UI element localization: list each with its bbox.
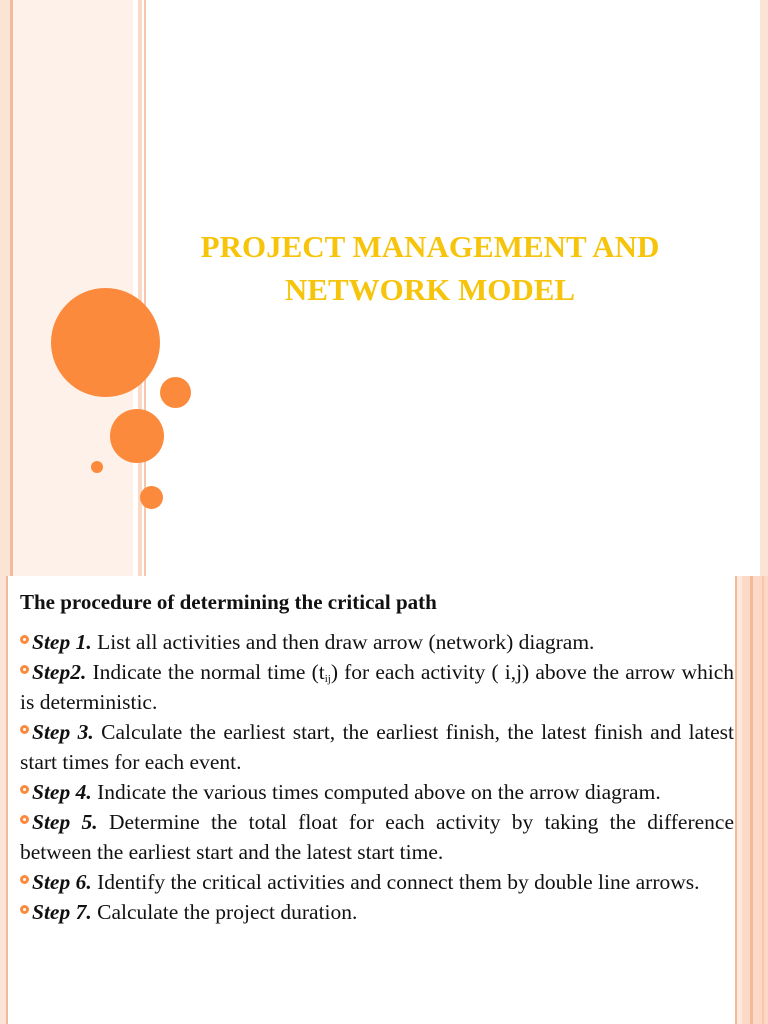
step-item <box>20 717 734 777</box>
title-line-1: PROJECT MANAGEMENT AND <box>200 229 660 264</box>
step-item <box>20 657 734 717</box>
bullet-icon <box>20 815 29 824</box>
step-item <box>20 777 734 807</box>
step-item <box>20 867 734 897</box>
step-label: Step 6. <box>32 870 92 894</box>
step-label: Step 5. <box>32 810 98 834</box>
step-text: Identify the critical activities and connect them by double line arrows. <box>91 870 700 894</box>
step-text: Calculate the earliest start, the earliest finish, the latest finish and latest start times for each event. <box>20 720 734 774</box>
step-text: Calculate the project duration. <box>91 900 358 924</box>
title-line-2: NETWORK MODEL <box>284 272 576 307</box>
step-text: Indicate the normal time (t <box>86 660 325 684</box>
step-label: Step 3. <box>32 720 94 744</box>
step-label: Step 1. <box>32 630 92 654</box>
bullet-icon <box>20 875 29 884</box>
slide-title <box>160 225 700 311</box>
bullet-icon <box>20 905 29 914</box>
decorative-stripe <box>762 576 764 1024</box>
step-item <box>20 627 734 657</box>
step-text: Determine the total float for each activity by taking the difference between the earliest start and the latest start time. <box>20 810 734 864</box>
step-item <box>20 807 734 867</box>
step-item <box>20 897 734 927</box>
bullet-icon <box>20 665 29 674</box>
decorative-stripe <box>6 576 8 1024</box>
step-label: Step 7. <box>32 900 92 924</box>
decorative-stripe <box>0 0 10 576</box>
step-label: Step 4. <box>32 780 92 804</box>
medium-circle <box>110 409 164 463</box>
bullet-icon <box>20 725 29 734</box>
slide-heading: The procedure of determining the critical path <box>20 590 437 614</box>
decorative-stripe <box>760 0 768 576</box>
bullet-icon <box>20 785 29 794</box>
decorative-stripe <box>742 576 768 1024</box>
procedure-slide <box>0 576 768 1024</box>
small-circle <box>140 486 163 509</box>
large-circle <box>51 288 160 397</box>
step-text: List all activities and then draw arrow (network) diagram. <box>91 630 595 654</box>
step-text: ) for each activity ( i,j) above the arrow which is deterministic. <box>20 660 734 714</box>
bullet-icon <box>20 635 29 644</box>
decorative-stripe <box>750 576 753 1024</box>
tiny-circle <box>91 461 103 473</box>
steps-list <box>20 627 734 927</box>
step-label: Step2. <box>32 660 87 684</box>
step-text: Indicate the various times computed above on the arrow diagram. <box>91 780 661 804</box>
small-circle <box>160 377 191 408</box>
subscript: ij <box>324 673 331 685</box>
